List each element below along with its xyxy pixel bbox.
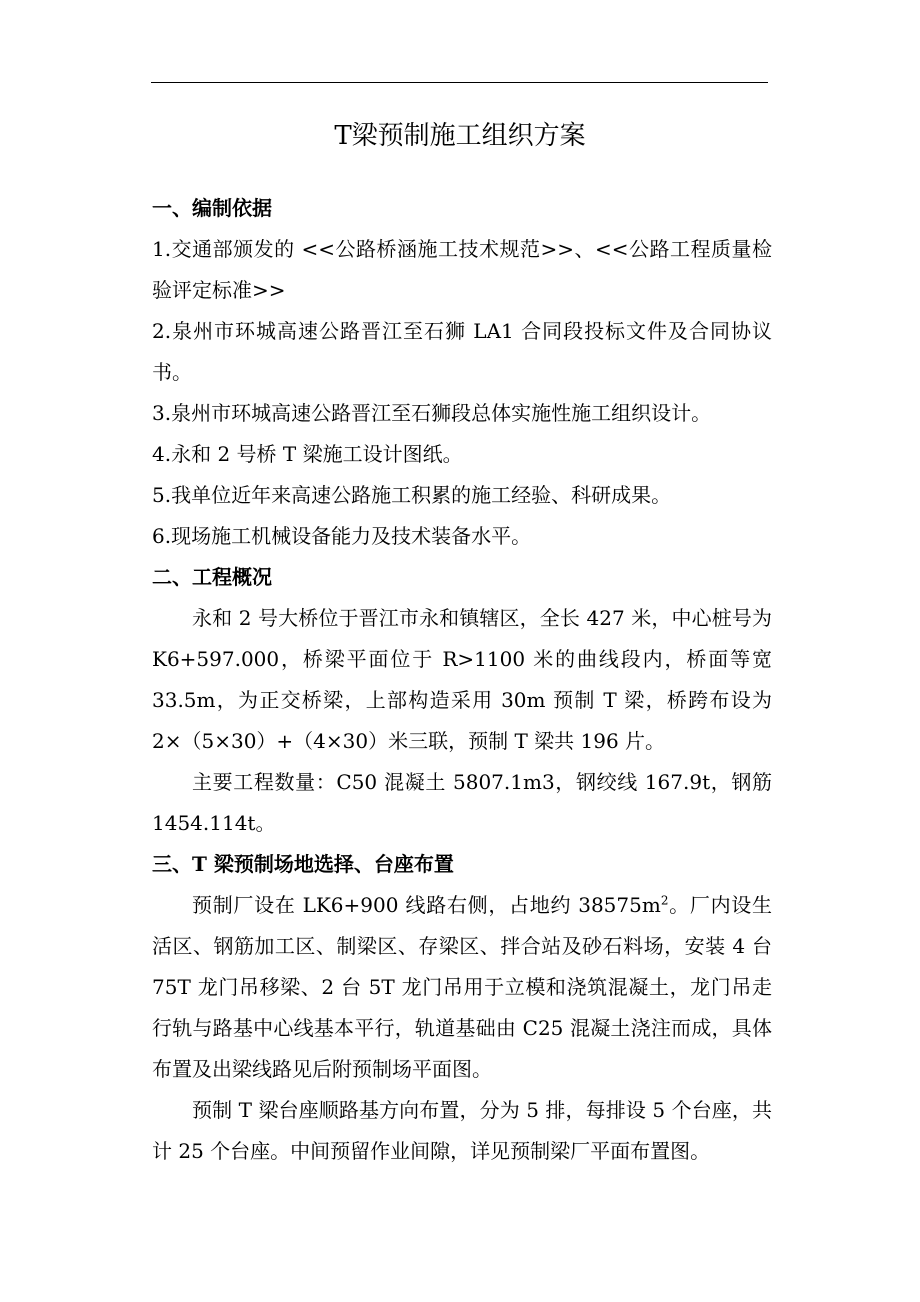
basis-item-5: 5.我单位近年来高速公路施工积累的施工经验、科研成果。: [152, 483, 672, 507]
area-unit-superscript: 2: [660, 893, 669, 908]
document-title: T梁预制施工组织方案: [334, 121, 586, 151]
section-heading-basis: 一、编制依据: [152, 196, 272, 220]
basis-item-2: 2.泉州市环城高速公路晋江至石狮 LA1 合同段投标文件及合同协议书。: [152, 319, 772, 384]
header-rule: [151, 82, 768, 83]
basis-item-1: 1.交通部颁发的 <<公路桥涵施工技术规范>>、<<公路工程质量检验评定标准>>: [152, 237, 772, 302]
overview-paragraph-2: 主要工程数量：C50 混凝土 5807.1m3，钢绞线 167.9t，钢筋 1454.114t。: [152, 770, 772, 835]
site-paragraph-1-part-b: 。厂内设生活区、钢筋加工区、制梁区、存梁区、拌合站及砂石料场，安装 4 台 75T 龙门吊移梁、2 台 5T 龙门吊用于立模和浇筑混凝土，龙门吊走行轨与路基中心线基本平行，轨道基础由 C25 混凝土浇注而成，具体布置及出梁线路见后附预制场平面图。: [152, 893, 772, 1081]
section-heading-overview: 二、工程概况: [152, 565, 272, 589]
document-body: [152, 188, 772, 1172]
overview-paragraph-1: 永和 2 号大桥位于晋江市永和镇辖区，全长 427 米，中心桩号为 K6+597.000，桥梁平面位于 R>1100 米的曲线段内，桥面等宽 33.5m，为正交桥梁，上部构造采用 30m 预制 T 梁，桥跨布设为 2×（5×30）+（4×30）米三联，预制 T 梁共 196 片。: [152, 606, 772, 753]
section-heading-site: 三、T 梁预制场地选择、台座布置: [152, 852, 454, 876]
site-paragraph-2: 预制 T 梁台座顺路基方向布置，分为 5 排，每排设 5 个台座，共计 25 个台座。中间预留作业间隙，详见预制梁厂平面布置图。: [152, 1098, 772, 1163]
basis-item-3: 3.泉州市环城高速公路晋江至石狮段总体实施性施工组织设计。: [152, 401, 712, 425]
site-paragraph-1: [152, 885, 772, 1090]
basis-item-4: 4.永和 2 号桥 T 梁施工设计图纸。: [152, 442, 463, 466]
basis-item-6: 6.现场施工机械设备能力及技术装备水平。: [152, 524, 532, 548]
site-paragraph-1-part-a: 预制厂设在 LK6+900 线路右侧，占地约 38575m: [192, 893, 661, 917]
